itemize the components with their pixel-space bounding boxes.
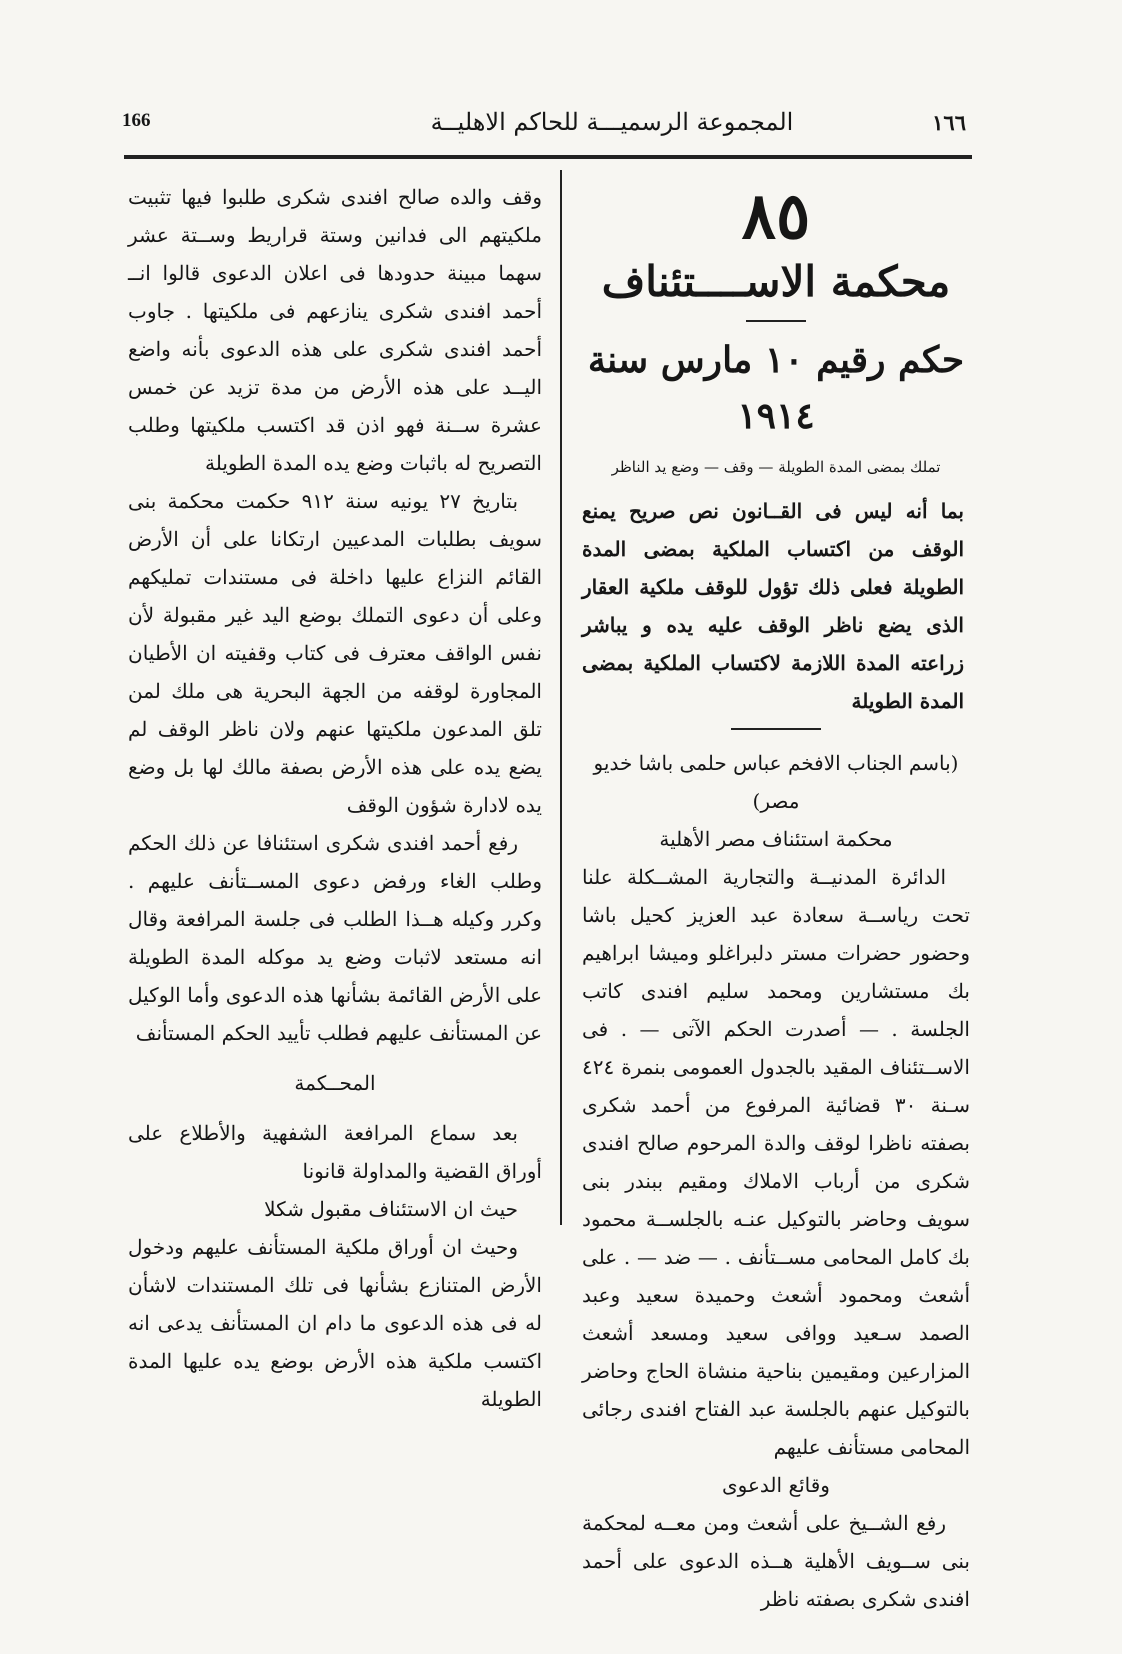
paragraph-5: حيث ان الاستئناف مقبول شكلا: [264, 1197, 518, 1221]
case-number: ٨٥: [741, 179, 811, 254]
column-divider: [560, 170, 562, 1225]
body-paragraph: الدائرة المدنيــة والتجارية المشــكلة علنا تحت رياســة سعادة عبد العزيز كحيل باشا وحضور حضرات مستر دلبراغلو وميشا ابراهيم بك مستشارين ومحمد سليم افندى كاتب الجلسة . — أصدرت الحكم الآتى — . فى الاســتئناف المقيد بالجدول العمومى بنمرة ٤٢٤ سـنة ٣٠ قضائية المرفوع من أحمد شكرى بصفته ناظرا لوقف والدة المرحوم صالح افندى شكرى من أرباب الاملاك ومقيم ببندر بنى سويف وحاضر بالتوكيل عنـه بالجلســة محمود بك كامل المحامى مســتأنف . — ضد — . على أشعث ومحمود أشعث وحميدة سعيد وعبد الصمد سـعيد ووافى سعيد ومسعد أشعث المزارعين ومقيمين بناحية منشاة الحاج وحاضر بالتوكيل عنهم بالجلسة عبد الفتاح افندى رجائى المحامى مستأنف عليهم: [582, 865, 971, 1459]
divider-mid: [731, 728, 821, 730]
topics-line: تملك بمضى المدة الطويلة — وقف — وضع يد الناظر: [611, 458, 941, 476]
court-name: محكمة الاســــتئناف: [601, 257, 951, 306]
section-heading: المحــكمة: [294, 1071, 376, 1095]
right-column: [582, 180, 970, 1618]
summary-paragraph: بما أنه ليس فى القــانون نص صريح يمنع الوقف من اكتساب الملكية بمضى المدة الطويلة فعلى ذلك تؤول للوقف ملكية العقار الذى يضع ناظر الوقف عليه يده و يباشر زراعته المدة اللازمة لاكتساب الملكية بمضى المدة الطويلة: [582, 499, 964, 713]
paragraph-4: بعد سماع المرافعة الشفهية والأطلاع على أوراق القضية والمداولة قانونا: [128, 1121, 542, 1183]
header-rule: [124, 155, 972, 159]
invocation: (باسم الجناب الافخم عباس حلمى باشا خديو مصر): [593, 751, 959, 813]
facts-paragraph: رفع الشــيخ على أشعث ومن معــه لمحكمة بنى ســويف الأهلية هــذه الدعوى على أحمد افندى شكرى بصفته ناظر: [582, 1511, 970, 1611]
page-number-latin: 166: [122, 110, 151, 131]
page-header: [122, 108, 970, 142]
court-full-name: محكمة استئناف مصر الأهلية: [659, 827, 893, 851]
paragraph-1: وقف والده صالح افندى شكرى طلبوا فيها تثبيت ملكيتهم الى فدانين وستة قراريط وســتة عشر سهما مبينة حدودها فى اعلان الدعوى قالوا انــ أحمد افندى شكرى ينازعهم فى ملكيتها . جاوب أحمد افندى شكرى على هذه الدعوى بأنه واضع اليــد على هذه الأرض من مدة تزيد عن خمس عشرة ســنة فهو اذن قد اكتسب ملكيتها وطلب التصريح له باثبات وضع يده المدة الطويلة: [128, 185, 542, 475]
paragraph-6: وحيث ان أوراق ملكية المستأنف عليهم ودخول الأرض المتنازع بشأنها فى تلك المستندات لاشأن له فى هذه الدعوى ما دام ان المستأنف يدعى انه اكتسب ملكية هذه الأرض بوضع يده عليها المدة الطويلة: [128, 1235, 542, 1411]
page-number-arabic: ١٦٦: [932, 110, 966, 135]
divider-short: [746, 320, 806, 322]
left-column: [128, 178, 542, 1418]
paragraph-2: بتاريخ ٢٧ يونيه سنة ٩١٢ حكمت محكمة بنى سويف بطلبات المدعيين ارتكانا على أن الأرض القائم النزاع عليها داخلة فى مستندات تمليكهم وعلى أن دعوى التملك بوضع اليد غير مقبولة لأن نفس الواقف معترف فى كتاب وقفيته ان الأطيان المجاورة لوقفه من الجهة البحرية هى ملك لمن تلق المدعون ملكيتها عنهم ولان ناظر الوقف لم يضع يده على هذه الأرض بصفة مالك لها بل وضع يده لادارة شؤون الوقف: [128, 489, 542, 817]
paragraph-3: رفع أحمد افندى شكرى استئنافا عن ذلك الحكم وطلب الغاء ورفض دعوى المســتأنف عليهم . وكرر وكيله هــذا الطلب فى جلسة المرافعة وقال انه مستعد لاثبات وضع يد موكله المدة الطويلة على الأرض القائمة بشأنها هذه الدعوى وأما الوكيل عن المستأنف عليهم فطلب تأييد الحكم المستأنف: [128, 831, 542, 1045]
running-title: المجموعة الرسميـــة للحاكم الاهليــة: [430, 108, 794, 136]
ruling-title: حكم رقيم ١٠ مارس سنة ١٩١٤: [587, 339, 965, 437]
facts-heading: وقائع الدعوى: [722, 1473, 830, 1497]
